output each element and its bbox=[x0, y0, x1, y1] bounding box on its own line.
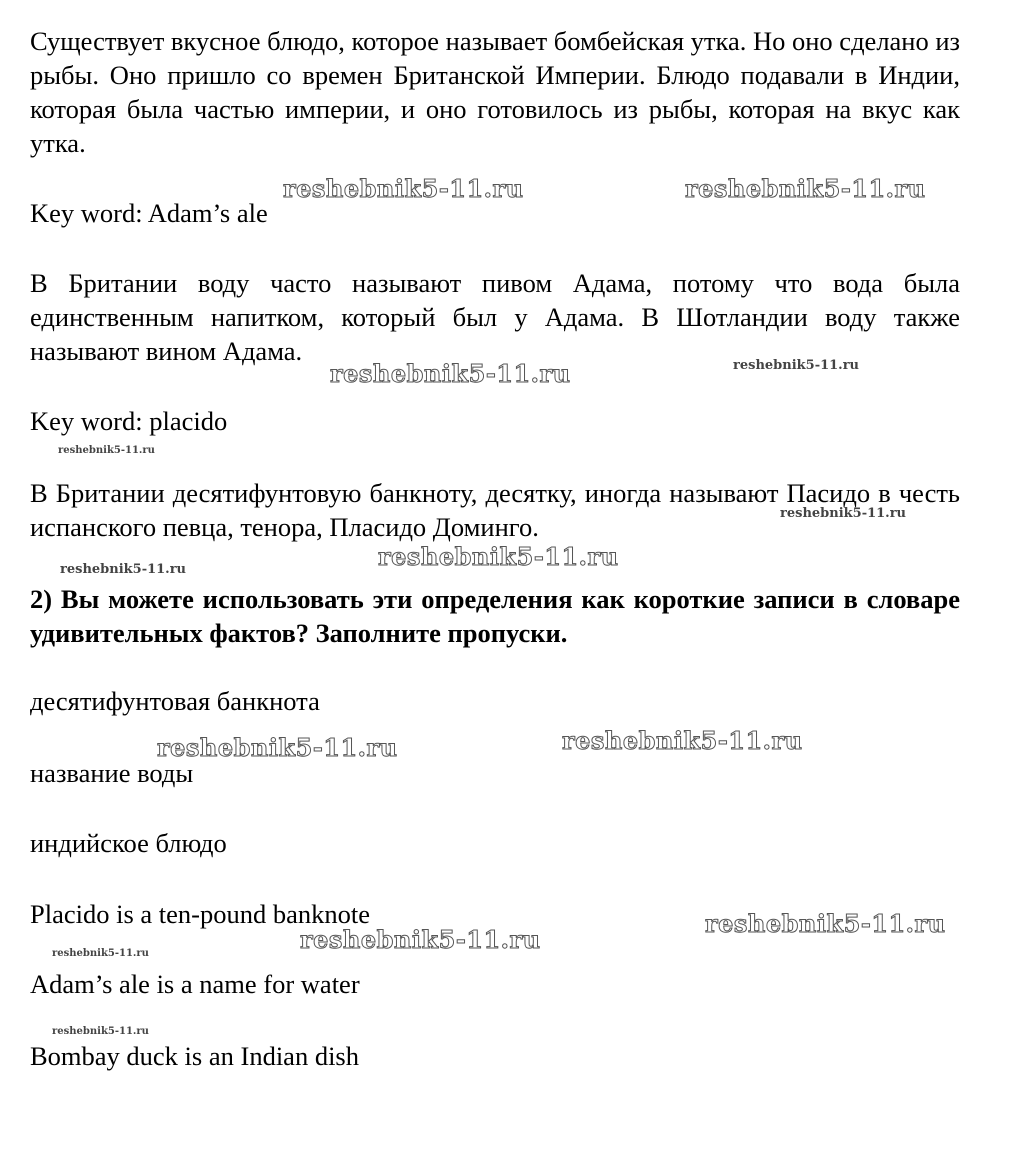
watermark: reshebnik5-11.ru bbox=[562, 726, 803, 755]
task-heading: 2) Вы можете использовать эти определения как короткие записи в словаре удивительных фактов? Заполните пропуски. bbox=[30, 584, 960, 648]
watermark: reshebnik5-11.ru bbox=[300, 925, 541, 954]
watermark: reshebnik5-11.ru bbox=[685, 174, 926, 203]
watermark: reshebnik5-11.ru bbox=[60, 562, 187, 577]
key-word-adams-ale: Key word: Adam’s ale bbox=[30, 198, 268, 228]
answer-item: Adam’s ale is a name for water bbox=[30, 969, 360, 999]
paragraph-bombay-duck: Существует вкусное блюдо, которое называет бомбейская утка. Но оно сделано из рыбы. Оно пришло со времен Британской Империи. Блюдо подавали в Индии, которая была частью империи, и оно готовилось из рыбы, которая на вкус как утка. bbox=[30, 26, 961, 158]
watermark: reshebnik5-11.ru bbox=[157, 733, 398, 762]
watermark: reshebnik5-11.ru bbox=[52, 948, 149, 959]
key-word-placido: Key word: placido bbox=[30, 406, 228, 436]
definition-item: индийское блюдо bbox=[30, 828, 227, 858]
watermark: reshebnik5-11.ru bbox=[733, 358, 860, 373]
watermark: reshebnik5-11.ru bbox=[52, 1026, 149, 1037]
definition-item: десятифунтовая банкнота bbox=[30, 686, 320, 716]
watermark: reshebnik5-11.ru bbox=[378, 542, 619, 571]
definition-item: название воды bbox=[30, 758, 194, 788]
answer-item: Bombay duck is an Indian dish bbox=[30, 1041, 359, 1071]
paragraph-placido: В Британии десятифунтовую банкноту, десятку, иногда называют Пасидо в честь испанского певца, тенора, Пласидо Доминго. bbox=[30, 478, 960, 542]
watermark: reshebnik5-11.ru bbox=[705, 909, 946, 938]
watermark: reshebnik5-11.ru bbox=[330, 359, 571, 388]
watermark: reshebnik5-11.ru bbox=[780, 506, 907, 521]
answer-item: Placido is a ten-pound banknote bbox=[30, 899, 371, 929]
watermark: reshebnik5-11.ru bbox=[58, 445, 155, 456]
paragraph-adams-ale: В Британии воду часто называют пивом Адама, потому что вода была единственным напитком, который был у Адама. В Шотландии воду также называют вином Адама. bbox=[30, 268, 960, 366]
watermark: reshebnik5-11.ru bbox=[283, 174, 524, 203]
